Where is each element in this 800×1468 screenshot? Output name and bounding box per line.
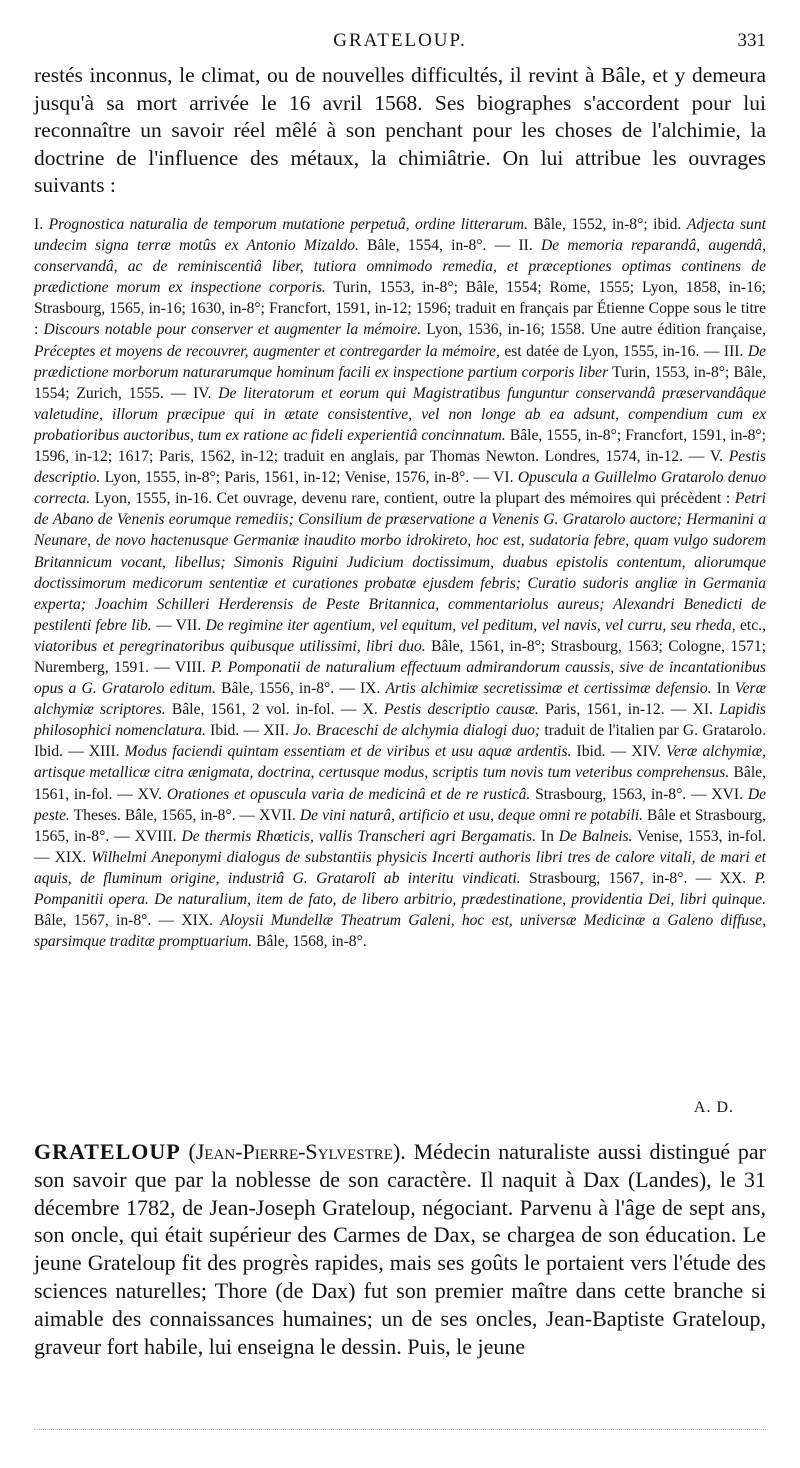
bibliography-title: De memoria reparandâ, augendâ, conservandâ, ac de reminiscentiâ liber, tutiora omnimodo remedia, et præceptiones optimas continens de prædictione morum ex inspectione corporis. [34,237,766,297]
bibliography-title: Pestis descriptio causæ. [383,701,539,719]
bibliography-details: etc., [735,616,766,634]
bibliography-title: viatoribus et peregrinatoribus quibusque utilissimi, libri duo. [34,637,426,655]
bibliography-title: Opuscula a Guillelmo Gratarolo denuo correcta. [34,469,767,508]
entry-given-names: Jean-Pierre-Sylvestre [195,1139,393,1164]
page-number: 331 [737,30,766,51]
page-header [34,30,766,54]
bibliography-details: Lyon, 1536, in-16; 1558. Une autre édition française, [421,321,767,339]
bibliography-details: Bâle, 1561, in-fol. — XV. [34,764,767,803]
bibliography-title: De prædictione morborum naturarumque hominum facili ex inspectione partium corporis liber [34,342,766,381]
bibliography-details: Lyon, 1555, in-8°; Paris, 1561, in-12; Venise, 1576, in-8°. — VI. [100,469,518,487]
entry-open-paren: ( [180,1139,196,1164]
entry-close-paren: ). [392,1139,406,1164]
running-title: GRATELOUP. [333,30,467,51]
bibliography-details: Bâle, 1556, in-8°. — IX. [215,680,386,698]
bibliography-details: Bâle, 1561, 2 vol. in-fol. — X. [165,701,384,719]
bibliography-details: Venise, 1553, in-fol. — XIX. [34,827,767,866]
bibliography-title: Pestis descriptio. [34,448,766,487]
bibliography-title: Orationes et opuscula varia de medicinâ et de re rusticâ. [166,785,531,803]
bibliography-title: Modus faciendi quintam essentiam et de viribus et usu aquæ ardentis. [124,743,572,761]
bibliography-title: Adjecta sunt undecim signa terræ motûs ex Antonio Mizaldo. [34,216,766,255]
bibliography-details: Bâle, 1555, in-8°; Francfort, 1591, in-8°; 1596, in-12; 1617; Paris, 1562, in-12; traduit en anglais, par Thomas Newton. Londres, 1574, in-12. — V. [34,426,766,466]
bibliography-details: Strasbourg, 1563, in-8°. — XVI. [530,785,748,803]
entry-headword: GRATELOUP [34,1139,181,1164]
bibliography-details: In [536,827,559,845]
bibliography-title: De thermis Rhœticis, vallis Transcheri agri Bergamatis. [181,827,536,845]
bibliography-title: Wilhelmi Aneponymi dialogus de substantiis physicis Incerti authoris libri tres de calore vitali, de mari et aquis, de fluminum origine, industriâ G. Gratarolî ab interitu vindicati. [34,848,766,887]
bibliography-title: Jo. Braceschi de alchymia dialogi duo; [293,722,541,740]
bibliography-details: In [711,680,735,698]
bibliography-details: Lyon, 1555, in-16. Cet ouvrage, devenu rare, contient, outre la plupart des mémoires qui précèdent : [90,490,735,508]
bibliography-details: Turin, 1553, in-8°; Bâle, 1554; Rome, 1555; Lyon, 1858, in-16; Strasbourg, 1565, in-16; 1630, in-8°; Francfort, 1591, in-12; 1596; traduit en français par Étienne Coppe sous le titre : [34,279,766,339]
bibliography-details: Bâle, 1567, in-8°. — XIX. [34,912,221,930]
bibliography-details: Bâle, 1552, in-8°; ibid. [527,216,687,233]
bibliography-details: est datée de Lyon, 1555, in-16. — III. [499,342,748,360]
bibliography-title: Prognostica naturalia de temporum mutatione perpetuâ, ordine litterarum. [48,216,528,233]
intro-paragraph: restés inconnus, le climat, ou de nouvelles difficultés, il revint à Bâle, et y demeura jusqu'à sa mort arrivée le 16 avril 1568. Ses biographes s'accordent pour lui reconnaître un savoir réel mêlé à son penchant pour les choses de l'alchimie, la doctrine de l'influence des métaux, la chimiâtrie. On lui attribue les ouvrages suivants : [34,63,766,197]
bibliography-details: traduit de l'italien par G. Gratarolo. Ibid. — XIII. [34,722,766,761]
bibliography-details: Theses. Bâle, 1565, in-8°. — XVII. [69,806,300,824]
bibliography-details: Turin, 1553, in-8°; Bâle, 1554; Zurich, 1555. — IV. [34,363,766,402]
bibliography-title: P. Pompanitii opera. De naturalium, item de fato, de libero arbitrio, prædestinatione, providentia Dei, libri quinque. [34,869,766,908]
bibliography-details: Bâle et Strasbourg, 1565, in-8°. — XVIII. [34,806,767,845]
bibliography-title: De peste. [34,785,766,824]
bibliography-title: De vini naturâ, artificio et usu, deque omni re potabili. [299,806,644,824]
bibliography-details: Paris, 1561, in-12. — XI. [538,701,720,719]
entry-body: Médecin naturaliste aussi distingué par son savoir que par la noblesse de son caractère. Il naquit à Dax (Landes), le 31 décembre 1782, de Jean-Joseph Grateloup, négociant. Parvenu à l'âge de sept ans, son oncle, qui était supérieur des Carmes de Dax, se chargea de son éducation. Le jeune Grateloup fit des progrès rapides, mais ses goûts le portaient vers l'étude des sciences naturelles; Thore (de Dax) fut son premier maître dans cette branche si aimable des connaissances humaines; un de ses oncles, Jean-Baptiste Grateloup, graveur fort habile, lui enseigna le dessin. Puis, le jeune [34,1139,767,1359]
bibliography-details: Bâle, 1561, in-8°; Strasbourg, 1563; Cologne, 1571; Nuremberg, 1591. — VIII. [34,637,766,676]
bibliography-title: Artis alchimiæ secretissimæ et certissimæ defensio. [385,680,712,698]
bibliography-details: — VII. [151,616,206,634]
bibliography-details: Strasbourg, 1567, in-8°. — XX. [520,869,755,887]
bibliography-details: Bâle, 1568, in-8°. [252,933,367,951]
bibliography-paragraph [34,214,766,952]
bibliography-details: I. [34,216,49,233]
bibliography-title: Discours notable pour conserver et augmenter la mémoire. [43,321,422,339]
bibliography-title: Lapidis philosophici nomenclatura. [34,701,766,740]
bibliography-title: De literatorum et eorum qui Magistratibus funguntur conservandâ præservandâque valetudine, illorum præcipue qui in ætate consistentive, vel non longe ab ea adsunt, compendium cum ex probatioribus auctoribus, tum ex ratione ac fideli experientiâ concinnatum. [34,384,767,444]
biography-entry [34,1138,766,1360]
bibliography-title: Préceptes et moyens de recouvrer, augmenter et contregarder la mémoire, [34,342,500,360]
bibliography-title: P. Pomponatii de naturalium effectuum admirandorum caussis, sive de incantationibus opus a G. Gratarolo editum. [34,658,766,698]
bibliography-title: De regimine iter agentium, vel equitum, vel peditum, vel navis, vel curru, seu rheda, [205,616,736,634]
bibliography-details: Ibid. — XII. [205,722,294,740]
bibliography-title: De Balneis. [558,827,633,845]
bibliography-title: Petri de Abano de Venenis eorumque remediis; Consilium de præservatione a Venenis G. Gratarolo auctore; Hermanini a Neunare, de novo hactenusque Germaniæ inaudito morbo idrokireto, hoc est, sudatoria febre, quam vulgo sudorem Britannicum vocant, libellus; Simonis Riguini Judicium doctissimum, duabus epistolis contentum, aliorumque doctissimorum medicorum sententiæ et curationes probatæ ejusdem febris; Curatio sudoris angliæ in Germania experta; Joachim Schilleri Herderensis de Peste Britannica, commentariolus aureus; Alexandri Benedicti de pestilenti febre lib. [34,490,766,634]
bibliography-details: Bâle, 1554, in-8°. — II. [358,237,541,255]
bibliography-title: Veræ alchymiæ scriptores. [34,680,766,719]
bibliography-title: Veræ alchymiæ, artisque metallicæ citra ænigmata, doctrina, certusque modus, scriptis tum novis tum veteribus comprehensus. [34,743,766,782]
bibliography-details: Ibid. — XIV. [571,743,667,761]
author-signature: A. D. [693,1099,734,1116]
page-bottom-rule [34,1429,766,1430]
bibliography-title: Aloysii Mundellæ Theatrum Galeni, hoc est, universæ Medicinæ a Galeno diffuse, sparsimque traditæ promptuarium. [34,912,766,951]
